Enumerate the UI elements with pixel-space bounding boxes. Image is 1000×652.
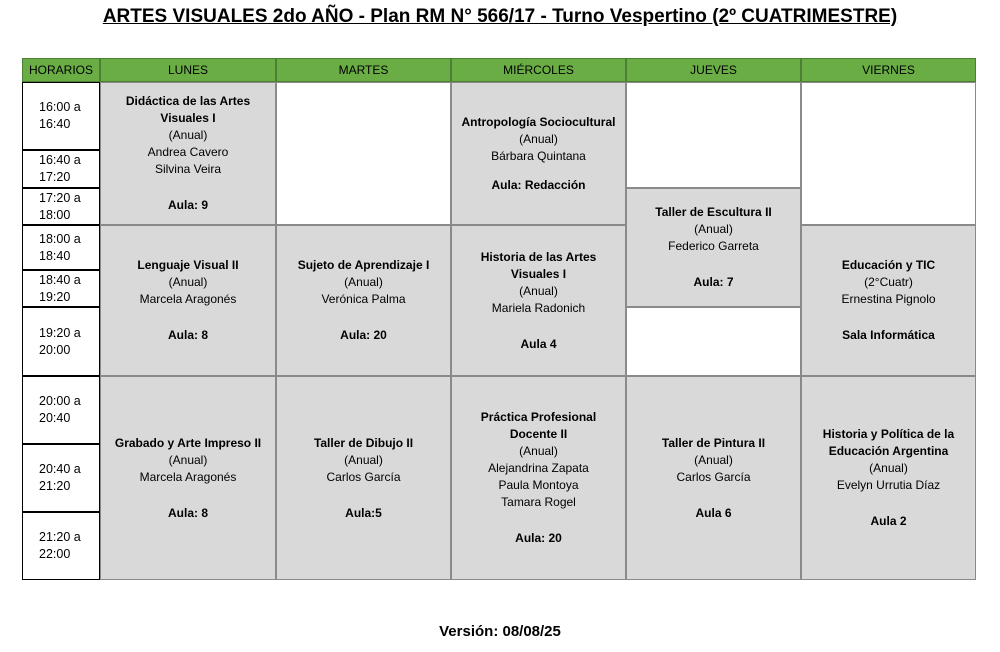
class-martes-2 bbox=[276, 225, 451, 376]
duration: (Anual) bbox=[168, 275, 208, 289]
room: Aula:5 bbox=[345, 505, 382, 520]
teacher: Carlos García bbox=[326, 469, 401, 484]
class-lunes-2 bbox=[100, 225, 276, 376]
page-title: ARTES VISUALES 2do AÑO - Plan RM N° 566/17 - Turno Vespertino (2º CUATRIMESTRE) bbox=[102, 6, 898, 27]
header-lunes: LUNES bbox=[100, 58, 276, 82]
empty-jueves-1 bbox=[626, 82, 801, 188]
teacher: Evelyn Urrutia Díaz bbox=[836, 478, 941, 492]
teacher: Alejandrina Zapata bbox=[488, 461, 589, 475]
room: Aula: 20 bbox=[515, 531, 562, 545]
empty-jueves-2 bbox=[626, 307, 801, 376]
subject: Grabado y Arte Impreso II bbox=[114, 435, 262, 450]
time-slot: 18:40 a 19:20 bbox=[22, 270, 100, 307]
room: Aula: 9 bbox=[167, 198, 208, 212]
subject: Educación y TIC bbox=[841, 258, 936, 272]
duration: (Anual) bbox=[519, 283, 558, 298]
subject: Taller de Escultura II bbox=[655, 205, 772, 219]
class-viernes-2 bbox=[801, 225, 976, 376]
room: Aula 4 bbox=[520, 336, 557, 351]
room: Aula: 8 bbox=[167, 505, 208, 520]
time-slot: 20:00 a 20:40 bbox=[22, 376, 100, 444]
teacher: Tamara Rogel bbox=[501, 495, 576, 509]
teacher: Carlos García bbox=[676, 469, 751, 484]
duration: (Anual) bbox=[519, 444, 558, 458]
duration: (Anual) bbox=[168, 452, 208, 467]
teacher: Marcela Aragonés bbox=[139, 292, 237, 306]
teacher: Ernestina Pignolo bbox=[841, 292, 936, 306]
teacher: Verónica Palma bbox=[321, 292, 406, 306]
class-lunes-3 bbox=[100, 376, 276, 580]
room: Aula 6 bbox=[695, 505, 732, 520]
room: Aula: 7 bbox=[693, 275, 734, 289]
empty-viernes-1 bbox=[801, 82, 976, 225]
time-slot: 18:00 a 18:40 bbox=[22, 225, 100, 270]
class-viernes-3 bbox=[801, 376, 976, 580]
class-martes-3 bbox=[276, 376, 451, 580]
header-viernes: VIERNES bbox=[801, 58, 976, 82]
header-horarios: HORARIOS bbox=[22, 58, 100, 82]
teacher: Andrea Cavero bbox=[147, 145, 229, 159]
time-slot: 19:20 a 20:00 bbox=[22, 307, 100, 376]
subject: Historia y Política de la bbox=[822, 427, 955, 441]
duration: (Anual) bbox=[869, 461, 908, 475]
room: Aula: Redacción bbox=[491, 177, 586, 192]
class-miercoles-1 bbox=[451, 82, 626, 225]
time-slot: 20:40 a 21:20 bbox=[22, 444, 100, 512]
version-label: Versión: 08/08/25 bbox=[439, 623, 561, 640]
header-miercoles: MIÉRCOLES bbox=[451, 58, 626, 82]
class-miercoles-3 bbox=[451, 376, 626, 580]
room: Sala Informática bbox=[842, 328, 935, 342]
room: Aula: 8 bbox=[167, 328, 208, 342]
teacher: Paula Montoya bbox=[498, 478, 579, 492]
teacher: Bárbara Quintana bbox=[491, 148, 586, 163]
subject: Historia de las Artes bbox=[480, 249, 597, 264]
room: Aula: 20 bbox=[340, 328, 387, 342]
class-jueves-escultura bbox=[626, 188, 801, 307]
subject: Educación Argentina bbox=[828, 444, 949, 458]
subject: Sujeto de Aprendizaje I bbox=[297, 258, 430, 272]
teacher: Silvina Veira bbox=[154, 162, 222, 176]
teacher: Marcela Aragonés bbox=[139, 469, 237, 484]
duration: (Anual) bbox=[344, 452, 383, 467]
duration: (Anual) bbox=[168, 128, 208, 142]
class-miercoles-2 bbox=[451, 225, 626, 376]
room: Aula 2 bbox=[870, 514, 907, 528]
teacher: Federico Garreta bbox=[668, 239, 759, 253]
time-slot: 16:40 a 17:20 bbox=[22, 150, 100, 188]
subject: Práctica Profesional bbox=[480, 410, 597, 424]
subject: Visuales I bbox=[160, 111, 216, 125]
time-slot: 16:00 a 16:40 bbox=[22, 82, 100, 150]
subject: Didáctica de las Artes bbox=[125, 94, 251, 108]
subject: Taller de Pintura II bbox=[661, 435, 766, 450]
duration: (Anual) bbox=[694, 452, 733, 467]
subject: Lenguaje Visual II bbox=[137, 258, 239, 272]
subject: Docente II bbox=[509, 427, 568, 441]
duration: (Anual) bbox=[519, 131, 558, 146]
empty-martes-1 bbox=[276, 82, 451, 225]
time-slot: 21:20 a 22:00 bbox=[22, 512, 100, 580]
class-lunes-1 bbox=[100, 82, 276, 225]
header-jueves: JUEVES bbox=[626, 58, 801, 82]
duration: (2°Cuatr) bbox=[864, 275, 913, 289]
subject: Antropología Sociocultural bbox=[461, 114, 616, 129]
subject: Taller de Dibujo II bbox=[313, 435, 414, 450]
subject: Visuales I bbox=[510, 266, 567, 281]
teacher: Mariela Radonich bbox=[491, 300, 586, 315]
duration: (Anual) bbox=[344, 275, 383, 289]
time-slot: 17:20 a 18:00 bbox=[22, 188, 100, 225]
class-jueves-3 bbox=[626, 376, 801, 580]
header-martes: MARTES bbox=[276, 58, 451, 82]
duration: (Anual) bbox=[694, 222, 733, 236]
